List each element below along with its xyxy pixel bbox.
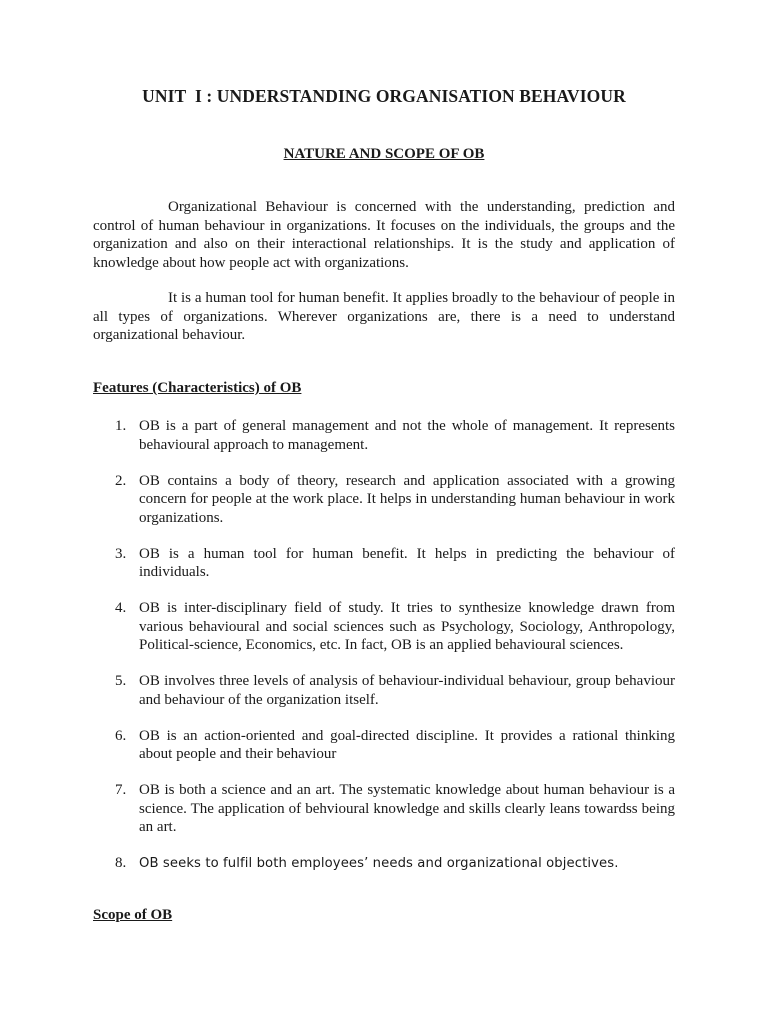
scope-heading: Scope of OB — [93, 907, 173, 923]
list-item-text: OB involves three levels of analysis of behaviour-individual behaviour, group behaviour and behaviour of the organization itself. — [139, 673, 675, 708]
features-list — [93, 417, 675, 891]
list-item — [93, 417, 675, 454]
second-paragraph: It is a human tool for human benefit. It applies broadly to the behaviour of people in all types of organizations. Wherever organizations are, there is a need to understand organizational behaviour. — [93, 290, 675, 343]
list-item — [93, 727, 675, 764]
features-heading: Features (Characteristics) of OB — [93, 380, 302, 396]
unit-title: UNIT I : UNDERSTANDING ORGANISATION BEHAVIOUR — [142, 86, 626, 106]
list-item-text: OB is a part of general management and not the whole of management. It represents behavioural approach to management. — [139, 418, 675, 453]
list-item-text: OB is a human tool for human benefit. It helps in predicting the behaviour of individuals. — [139, 545, 675, 580]
list-item-number: 6. — [115, 727, 127, 744]
list-item-text: OB seeks to fulfil both employees’ needs and organizational objectives. — [139, 856, 619, 871]
list-item-number: 2. — [115, 472, 127, 489]
list-item-text: OB is an action-oriented and goal-directed discipline. It provides a rational thinking about people and their behaviour — [139, 727, 675, 762]
intro-paragraph: Organizational Behaviour is concerned with the understanding, prediction and control of human behaviour in organizations. It focuses on the individuals, the groups and the organization and also on their interactional relationships. It is the study and application of knowledge about how people act with organizations. — [93, 199, 675, 271]
list-item-text: OB is inter-disciplinary field of study. It tries to synthesize knowledge drawn from various behavioural and social sciences such as Psychology, Sociology, Anthropology, Political-science, Economics, etc. In fact, OB is an applied behavioural sciences. — [139, 600, 675, 653]
list-item — [93, 545, 675, 582]
list-item — [93, 672, 675, 709]
list-item-number: 3. — [115, 545, 127, 562]
list-item-text: OB is both a science and an art. The systematic knowledge about human behaviour is a science. The application of behvioural knowledge and skills clearly leans towardss being an art. — [139, 782, 675, 835]
list-item-number: 4. — [115, 600, 127, 616]
list-item-number: 8. — [115, 855, 127, 871]
section-subtitle: NATURE AND SCOPE OF OB — [283, 146, 485, 162]
list-item-number: 7. — [115, 782, 127, 798]
list-item — [93, 854, 675, 874]
list-item — [93, 472, 675, 528]
list-item-number: 5. — [115, 673, 127, 689]
list-item-number: 1. — [115, 418, 127, 434]
list-item — [93, 781, 675, 837]
list-item — [93, 599, 675, 655]
list-item-text: OB contains a body of theory, research and application associated with a growing concern for people at the work place. It helps in understanding human behaviour in work organizations. — [139, 472, 675, 526]
